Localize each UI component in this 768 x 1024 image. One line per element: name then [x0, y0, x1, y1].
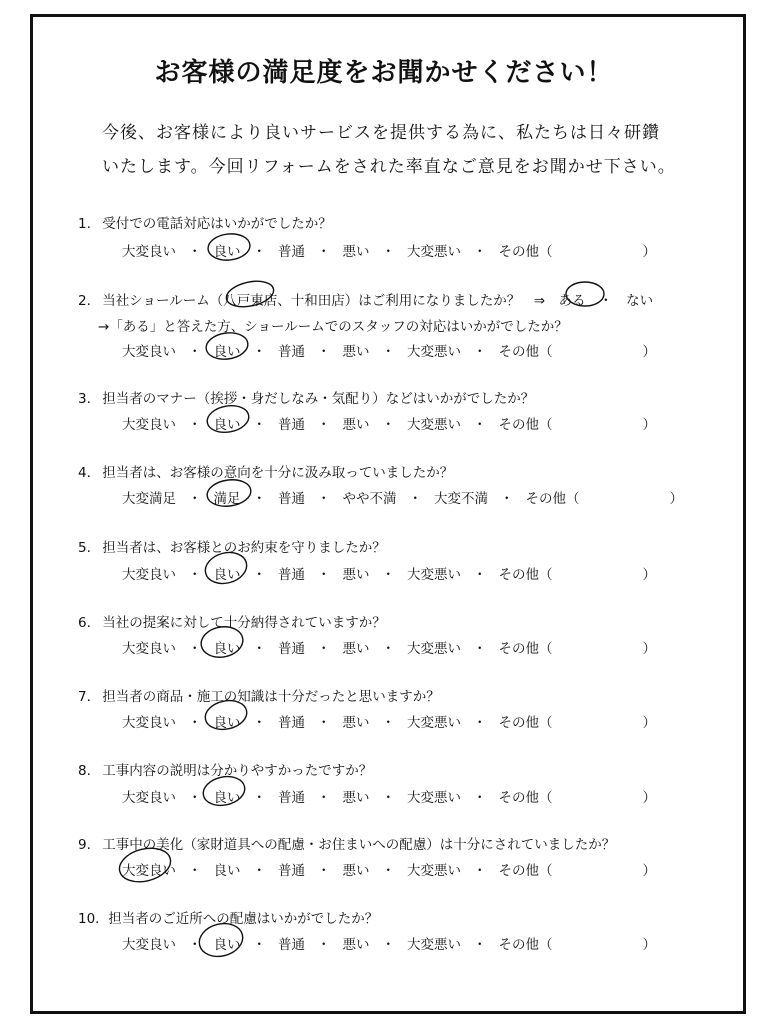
question-8 [78, 759, 372, 779]
question-text: 受付での電話対応はいかがでしたか？ [102, 216, 332, 232]
question-text: 担当者の商品・施工の知識は十分だったと思いますか？ [102, 689, 440, 705]
question-2 [78, 289, 653, 309]
option-very-good[interactable]: 大変良い [122, 567, 176, 583]
question-text: 担当者のマナー（挨拶・身だしなみ・気配り）などはいかがでしたか？ [102, 391, 535, 407]
option-average[interactable]: 普通 [278, 344, 305, 360]
options-4: 大変満足 ・ 満足 ・ 普通 ・ やや不満 ・ 大変不満 ・ その他（ ） [122, 487, 683, 507]
options-6: 大変良い ・ 良い ・ 普通 ・ 悪い ・ 大変悪い ・ その他（ ） [122, 637, 656, 657]
question-number: 10. [78, 911, 100, 927]
options-2: 大変良い ・ 良い ・ 普通 ・ 悪い ・ 大変悪い ・ その他（ ） [122, 340, 656, 360]
option-good[interactable]: 良い [213, 715, 241, 731]
option-average[interactable]: 普通 [278, 244, 305, 260]
option-very-good[interactable]: 大変良い [122, 417, 176, 433]
question-10 [78, 907, 378, 927]
options-10: 大変良い ・ 良い ・ 普通 ・ 悪い ・ 大変悪い ・ その他（ ） [122, 933, 656, 953]
question-number: 8. [78, 763, 91, 779]
option-very-satisfied[interactable]: 大変満足 [122, 491, 176, 507]
option-very-bad[interactable]: 大変悪い [407, 641, 461, 657]
option-other[interactable]: その他（ [498, 863, 553, 879]
option-very-bad[interactable]: 大変悪い [407, 863, 461, 879]
question-text: 当社の提案に対して十分納得されていますか？ [102, 615, 386, 631]
option-average[interactable]: 普通 [278, 417, 305, 433]
question-9 [78, 833, 615, 853]
option-average[interactable]: 普通 [278, 491, 305, 507]
option-good[interactable]: 良い [213, 417, 241, 433]
option-bad[interactable]: 悪い [342, 417, 370, 433]
option-good[interactable]: 良い [213, 937, 241, 953]
option-other[interactable]: その他（ [498, 790, 553, 806]
option-very-good[interactable]: 大変良い [122, 244, 176, 260]
option-other[interactable]: その他（ [498, 417, 553, 433]
question-number: 2. [78, 293, 91, 309]
option-satisfied[interactable]: 満足 [213, 491, 241, 507]
intro-line-1: 今後、お客様により良いサービスを提供する為に、私たちは日々研鑽 [102, 123, 660, 143]
option-other[interactable]: その他（ [498, 937, 553, 953]
question-number: 6. [78, 615, 91, 631]
option-good[interactable]: 良い [213, 344, 241, 360]
option-average[interactable]: 普通 [278, 937, 305, 953]
option-other[interactable]: その他（ [498, 567, 553, 583]
option-good[interactable]: 良い [213, 790, 241, 806]
option-good[interactable]: 良い [213, 863, 241, 879]
option-very-good[interactable]: 大変良い [122, 715, 176, 731]
option-bad[interactable]: 悪い [342, 567, 370, 583]
options-7: 大変良い ・ 良い ・ 普通 ・ 悪い ・ 大変悪い ・ その他（ ） [122, 711, 656, 731]
question-number: 3. [78, 391, 91, 407]
question-number: 5. [78, 540, 91, 556]
option-very-dissatisfied[interactable]: 大変不満 [434, 491, 488, 507]
question-number: 4. [78, 465, 91, 481]
question-7 [78, 685, 440, 705]
option-very-bad[interactable]: 大変悪い [407, 790, 461, 806]
option-average[interactable]: 普通 [278, 567, 305, 583]
question-text: 担当者のご近所への配慮はいかがでしたか？ [108, 911, 379, 927]
option-other[interactable]: その他（ [498, 715, 553, 731]
option-bad[interactable]: 悪い [342, 863, 370, 879]
options-3: 大変良い ・ 良い ・ 普通 ・ 悪い ・ 大変悪い ・ その他（ ） [122, 413, 656, 433]
intro-line-2: いたします。今回リフォームをされた率直なご意見をお聞かせ下さい。 [102, 157, 676, 177]
option-bad[interactable]: 悪い [342, 244, 370, 260]
option-average[interactable]: 普通 [278, 863, 305, 879]
option-bad[interactable]: 悪い [342, 937, 370, 953]
option-very-bad[interactable]: 大変悪い [407, 715, 461, 731]
option-bad[interactable]: 悪い [342, 790, 370, 806]
options-1: 大変良い ・ 良い ・ 普通 ・ 悪い ・ 大変悪い ・ その他（ ） [122, 240, 656, 260]
option-other[interactable]: その他（ [498, 344, 553, 360]
option-very-bad[interactable]: 大変悪い [407, 344, 461, 360]
question-4 [78, 461, 453, 481]
option-other[interactable]: その他（ [525, 491, 580, 507]
question-text: 当社ショールーム（八戸東店、十和田店）はご利用になりましたか？ ⇒ ある ・ ない [102, 293, 654, 309]
option-bad[interactable]: 悪い [342, 641, 370, 657]
option-average[interactable]: 普通 [278, 790, 305, 806]
question-text: 担当者は、お客様の意向を十分に汲み取っていましたか？ [102, 465, 454, 481]
question-text: 担当者は、お客様とのお約束を守りましたか？ [102, 540, 386, 556]
option-very-good[interactable]: 大変良い [122, 344, 176, 360]
question-5 [78, 536, 386, 556]
option-very-good[interactable]: 大変良い [122, 863, 176, 879]
option-somewhat-dissatisfied[interactable]: やや不満 [342, 491, 397, 507]
question-number: 7. [78, 689, 91, 705]
question-number: 9. [78, 837, 91, 853]
option-bad[interactable]: 悪い [342, 715, 370, 731]
page-title: お客様の満足度をお聞かせください！ [154, 58, 614, 88]
option-very-bad[interactable]: 大変悪い [407, 937, 461, 953]
options-5: 大変良い ・ 良い ・ 普通 ・ 悪い ・ 大変悪い ・ その他（ ） [122, 563, 656, 583]
option-good[interactable]: 良い [213, 244, 241, 260]
option-bad[interactable]: 悪い [342, 344, 370, 360]
option-very-bad[interactable]: 大変悪い [407, 244, 461, 260]
option-very-bad[interactable]: 大変悪い [407, 417, 461, 433]
question-2-followup: →「ある」と答えた方、ショールームでのスタッフの対応はいかがでしたか？ [98, 319, 568, 335]
option-very-good[interactable]: 大変良い [122, 641, 176, 657]
option-good[interactable]: 良い [213, 641, 241, 657]
question-1 [78, 212, 332, 232]
question-number: 1. [78, 216, 91, 232]
question-6 [78, 611, 386, 631]
option-other[interactable]: その他（ [498, 641, 553, 657]
option-good[interactable]: 良い [213, 567, 241, 583]
options-8: 大変良い ・ 良い ・ 普通 ・ 悪い ・ 大変悪い ・ その他（ ） [122, 786, 656, 806]
question-text: 工事中の美化（家財道具への配慮・お住まいへの配慮）は十分にされていましたか？ [102, 837, 616, 853]
option-very-good[interactable]: 大変良い [122, 790, 176, 806]
option-very-good[interactable]: 大変良い [122, 937, 176, 953]
question-3 [78, 387, 534, 407]
option-average[interactable]: 普通 [278, 715, 305, 731]
option-very-bad[interactable]: 大変悪い [407, 567, 461, 583]
option-average[interactable]: 普通 [278, 641, 305, 657]
question-text: 工事内容の説明は分かりやすかったですか？ [102, 763, 373, 779]
options-9: 大変良い ・ 良い ・ 普通 ・ 悪い ・ 大変悪い ・ その他（ ） [122, 859, 656, 879]
option-other[interactable]: その他（ [498, 244, 553, 260]
